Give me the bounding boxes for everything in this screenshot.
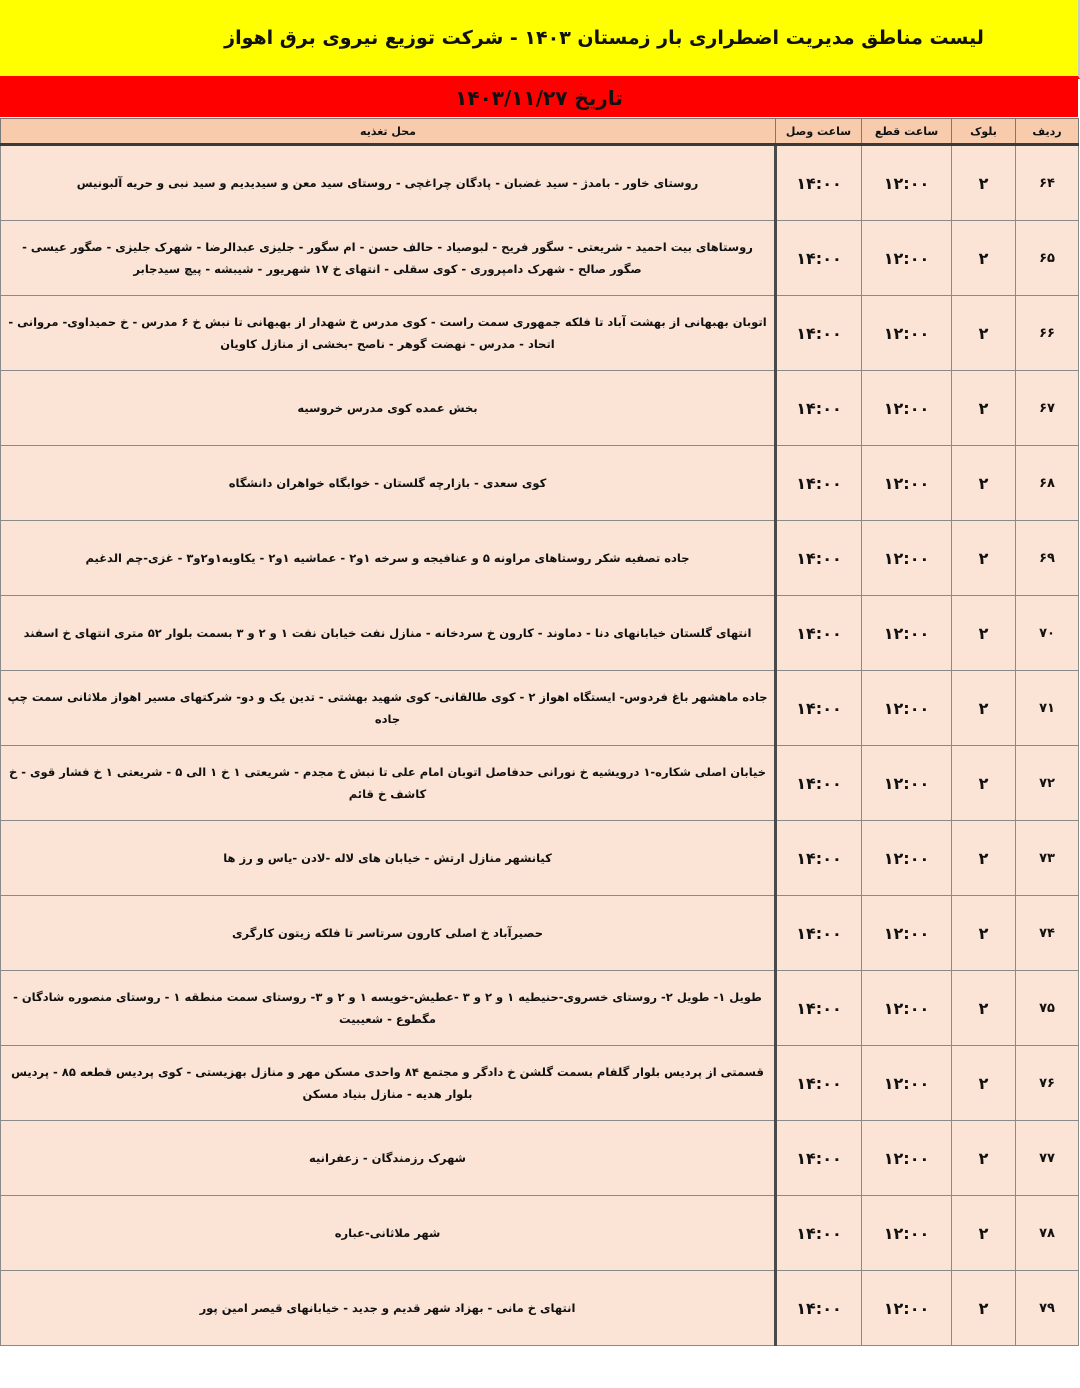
column-header-block: بلوک — [952, 119, 1016, 145]
block-cell: ۲ — [952, 296, 1016, 371]
reconnect-time-cell: ۱۴:۰۰ — [776, 446, 862, 521]
block-cell: ۲ — [952, 1196, 1016, 1271]
column-header-location: محل تغذیه — [1, 119, 776, 145]
cut-time-cell: ۱۲:۰۰ — [862, 1121, 952, 1196]
table-row — [1, 296, 1079, 371]
column-header-row-number: ردیف — [1016, 119, 1079, 145]
location-cell: کوی سعدی - بازارچه گلستان - خوابگاه خواهران دانشگاه — [1, 446, 776, 521]
location-cell: خیابان اصلی شکاره-۱ درویشیه خ نورانی حدفاصل اتوبان امام علی تا نبش خ مجدم - شریعتی ۱ خ ۱ الی ۵ - شریعتی ۱ خ فشار قوی - خ کاشف خ قائم — [1, 746, 776, 821]
table-row — [1, 746, 1079, 821]
page-title: لیست مناطق مدیریت اضطراری بار زمستان ۱۴۰۳ - شرکت توزیع نیروی برق اهواز — [224, 27, 984, 49]
row-number-cell: ۶۹ — [1016, 521, 1079, 596]
row-number-cell: ۷۸ — [1016, 1196, 1079, 1271]
location-cell: روستای خاور - بامدژ - سید غضبان - پادگان چراغچی - روستای سید معن و سیدیدیم و سید نبی و حریه آلبونیس — [1, 145, 776, 221]
table-row — [1, 145, 1079, 221]
table-body — [1, 145, 1079, 1346]
row-number-cell: ۷۹ — [1016, 1271, 1079, 1346]
row-number-cell: ۷۴ — [1016, 896, 1079, 971]
table-row — [1, 521, 1079, 596]
table-row — [1, 971, 1079, 1046]
table-row — [1, 1196, 1079, 1271]
cut-time-cell: ۱۲:۰۰ — [862, 446, 952, 521]
location-cell: قسمتی از پردیس بلوار گلفام بسمت گلشن خ دادگر و مجتمع ۸۴ واحدی مسکن مهر و منازل بهزیستی - کوی پردیس قطعه ۸۵ - پردیس بلوار هدیه - منازل بنیاد مسکن — [1, 1046, 776, 1121]
reconnect-time-cell: ۱۴:۰۰ — [776, 371, 862, 446]
cut-time-cell: ۱۲:۰۰ — [862, 746, 952, 821]
block-cell: ۲ — [952, 446, 1016, 521]
row-number-cell: ۷۲ — [1016, 746, 1079, 821]
block-cell: ۲ — [952, 821, 1016, 896]
row-number-cell: ۷۰ — [1016, 596, 1079, 671]
title-banner — [0, 0, 1080, 79]
reconnect-time-cell: ۱۴:۰۰ — [776, 971, 862, 1046]
table-row — [1, 1121, 1079, 1196]
cut-time-cell: ۱۲:۰۰ — [862, 821, 952, 896]
row-number-cell: ۷۷ — [1016, 1121, 1079, 1196]
cut-time-cell: ۱۲:۰۰ — [862, 896, 952, 971]
table-row — [1, 221, 1079, 296]
reconnect-time-cell: ۱۴:۰۰ — [776, 746, 862, 821]
cut-time-cell: ۱۲:۰۰ — [862, 1196, 952, 1271]
cut-time-cell: ۱۲:۰۰ — [862, 971, 952, 1046]
cut-time-cell: ۱۲:۰۰ — [862, 296, 952, 371]
location-cell: کیانشهر منازل ارتش - خیابان های لاله -لادن -یاس و رز ها — [1, 821, 776, 896]
location-cell: اتوبان بهبهانی از بهشت آباد تا فلکه جمهوری سمت راست - کوی مدرس خ شهدار از بهبهانی تا نبش خ ۶ مدرس - خ حمیداوی- مروانی - اتحاد - مدرس - نهضت گوهر - ناصح -بخشی از منازل کاویان — [1, 296, 776, 371]
cut-time-cell: ۱۲:۰۰ — [862, 521, 952, 596]
block-cell: ۲ — [952, 971, 1016, 1046]
row-number-cell: ۷۶ — [1016, 1046, 1079, 1121]
cut-time-cell: ۱۲:۰۰ — [862, 1046, 952, 1121]
reconnect-time-cell: ۱۴:۰۰ — [776, 596, 862, 671]
reconnect-time-cell: ۱۴:۰۰ — [776, 1121, 862, 1196]
block-cell: ۲ — [952, 221, 1016, 296]
schedule-table — [0, 118, 1079, 1346]
table-row — [1, 821, 1079, 896]
reconnect-time-cell: ۱۴:۰۰ — [776, 296, 862, 371]
location-cell: حصیرآباد خ اصلی کارون سرتاسر تا فلکه زیتون کارگری — [1, 896, 776, 971]
cut-time-cell: ۱۲:۰۰ — [862, 596, 952, 671]
block-cell: ۲ — [952, 371, 1016, 446]
location-cell: روستاهای بیت احمید - شریعتی - سگور فریح - لبوصیاد - حالف حسن - ام سگور - جلیزی عبدالرضا - شهرک جلیزی - صگور عیسی - صگور صالح - شهرک دامپروری - کوی سقلی - انتهای خ ۱۷ شهریور - شیبشه - پیچ سیدجابر — [1, 221, 776, 296]
block-cell: ۲ — [952, 521, 1016, 596]
row-number-cell: ۶۸ — [1016, 446, 1079, 521]
location-cell: انتهای خ مانی - بهزاد شهر قدیم و جدید - خیابانهای قیصر امین پور — [1, 1271, 776, 1346]
date-label: تاریخ ۱۴۰۳/۱۱/۲۷ — [455, 86, 623, 110]
table-header-row — [1, 119, 1079, 145]
date-banner — [0, 79, 1078, 117]
block-cell: ۲ — [952, 671, 1016, 746]
block-cell: ۲ — [952, 746, 1016, 821]
table-row — [1, 671, 1079, 746]
location-cell: بخش عمده کوی مدرس خروسیه — [1, 371, 776, 446]
block-cell: ۲ — [952, 1271, 1016, 1346]
row-number-cell: ۷۳ — [1016, 821, 1079, 896]
block-cell: ۲ — [952, 596, 1016, 671]
reconnect-time-cell: ۱۴:۰۰ — [776, 145, 862, 221]
reconnect-time-cell: ۱۴:۰۰ — [776, 1046, 862, 1121]
row-number-cell: ۷۵ — [1016, 971, 1079, 1046]
cut-time-cell: ۱۲:۰۰ — [862, 1271, 952, 1346]
block-cell: ۲ — [952, 1046, 1016, 1121]
row-number-cell: ۶۶ — [1016, 296, 1079, 371]
block-cell: ۲ — [952, 896, 1016, 971]
column-header-reconnect-time: ساعت وصل — [776, 119, 862, 145]
location-cell: طویل ۱- طویل ۲- روستای خسروی-حنیطیه ۱ و ۲ و ۳ -عطیش-خویسه ۱ و ۲ و ۳- روستای سمت منطقه ۱ - روستای منصوره شادگان - مگطوع - شعیبیت — [1, 971, 776, 1046]
location-cell: شهرک رزمندگان - زعفرانیه — [1, 1121, 776, 1196]
table-row — [1, 371, 1079, 446]
reconnect-time-cell: ۱۴:۰۰ — [776, 821, 862, 896]
location-cell: شهر ملاثانی-عباره — [1, 1196, 776, 1271]
cut-time-cell: ۱۲:۰۰ — [862, 145, 952, 221]
table-row — [1, 596, 1079, 671]
cut-time-cell: ۱۲:۰۰ — [862, 371, 952, 446]
reconnect-time-cell: ۱۴:۰۰ — [776, 896, 862, 971]
reconnect-time-cell: ۱۴:۰۰ — [776, 1271, 862, 1346]
table-row — [1, 446, 1079, 521]
block-cell: ۲ — [952, 1121, 1016, 1196]
location-cell: جاده ماهشهر باغ فردوس- ایستگاه اهواز ۲ - کوی طالقانی- کوی شهید بهشتی - تدین یک و دو- شرکتهای مسیر اهواز ملاثانی سمت چپ جاده — [1, 671, 776, 746]
row-number-cell: ۶۴ — [1016, 145, 1079, 221]
table-row — [1, 1046, 1079, 1121]
row-number-cell: ۶۵ — [1016, 221, 1079, 296]
reconnect-time-cell: ۱۴:۰۰ — [776, 671, 862, 746]
reconnect-time-cell: ۱۴:۰۰ — [776, 521, 862, 596]
column-header-cut-time: ساعت قطع — [862, 119, 952, 145]
reconnect-time-cell: ۱۴:۰۰ — [776, 1196, 862, 1271]
reconnect-time-cell: ۱۴:۰۰ — [776, 221, 862, 296]
cut-time-cell: ۱۲:۰۰ — [862, 221, 952, 296]
block-cell: ۲ — [952, 145, 1016, 221]
table-row — [1, 1271, 1079, 1346]
location-cell: انتهای گلستان خیابانهای دنا - دماوند - کارون خ سردخانه - منازل نفت خیابان نفت ۱ و ۲ و ۳ بسمت بلوار ۵۲ متری انتهای خ اسفند — [1, 596, 776, 671]
cut-time-cell: ۱۲:۰۰ — [862, 671, 952, 746]
location-cell: جاده تصفیه شکر روستاهای مراونه ۵ و عنافیجه و سرخه ۱و۲ - عماشیه ۱و۲ - یکاویه۱و۲و۳ - غزی-چم الدغیم — [1, 521, 776, 596]
row-number-cell: ۷۱ — [1016, 671, 1079, 746]
table-row — [1, 896, 1079, 971]
row-number-cell: ۶۷ — [1016, 371, 1079, 446]
